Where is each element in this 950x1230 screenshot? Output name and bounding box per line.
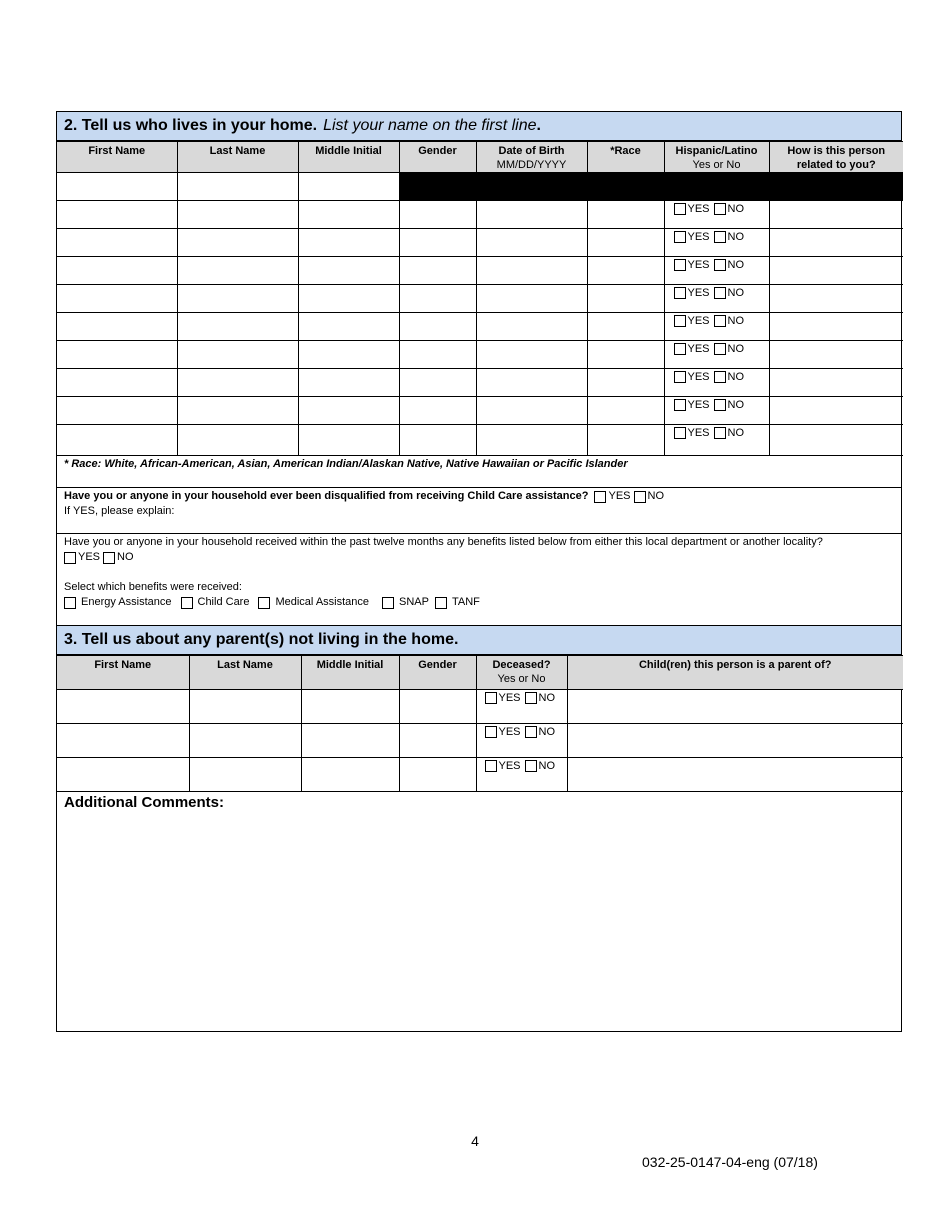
relationship-cell[interactable]: [769, 201, 903, 229]
relationship-cell[interactable]: [769, 341, 903, 369]
deceased-no-checkbox[interactable]: [525, 760, 537, 772]
date-of-birth-cell[interactable]: [476, 313, 587, 341]
parent-last-name-cell[interactable]: [189, 758, 301, 792]
race-cell[interactable]: [587, 201, 664, 229]
table-row: [57, 313, 903, 341]
race-cell[interactable]: [587, 229, 664, 257]
deceased-no-checkbox[interactable]: [525, 692, 537, 704]
household-section: [56, 111, 902, 1032]
first-name-cell[interactable]: [57, 257, 177, 285]
middle-initial-cell[interactable]: [298, 201, 399, 229]
section-3-title: 3. Tell us about any parent(s) not living in the home.: [64, 631, 459, 648]
hispanic-no-checkbox[interactable]: [714, 427, 726, 439]
parent-last-name-cell[interactable]: [189, 724, 301, 758]
household-rows: [57, 201, 903, 456]
hispanic-no-checkbox[interactable]: [714, 399, 726, 411]
benefit-options: Energy Assistance Child Care Medical Assistance SNAP TANF: [64, 595, 901, 610]
first-name-cell[interactable]: [57, 313, 177, 341]
children-cell[interactable]: [567, 690, 903, 724]
col-deceased: Deceased? Yes or No: [476, 656, 567, 690]
deceased-yes-checkbox[interactable]: [485, 692, 497, 704]
disqualified-yes-checkbox[interactable]: [594, 491, 606, 503]
hispanic-yes-checkbox[interactable]: [674, 399, 686, 411]
last-name-cell[interactable]: [177, 425, 298, 456]
col-parent-gender: Gender: [399, 656, 476, 690]
hispanic-no-checkbox[interactable]: [714, 315, 726, 327]
relationship-cell[interactable]: [769, 257, 903, 285]
first-name-cell[interactable]: [57, 285, 177, 313]
parent-middle-initial-cell[interactable]: [301, 690, 399, 724]
table-row: [57, 758, 903, 792]
table-row: [57, 285, 903, 313]
page-number: 4: [471, 1133, 479, 1149]
col-race: *Race: [587, 142, 664, 173]
redacted-bar: [399, 173, 903, 201]
disqualified-no-checkbox[interactable]: [634, 491, 646, 503]
middle-initial-cell[interactable]: [298, 229, 399, 257]
col-children: Child(ren) this person is a parent of?: [567, 656, 903, 690]
deceased-cell: YES NO: [476, 724, 567, 758]
form-id: 032-25-0147-04-eng (07/18): [642, 1154, 818, 1170]
race-cell[interactable]: [587, 397, 664, 425]
last-name-cell[interactable]: [177, 201, 298, 229]
table-row: [57, 341, 903, 369]
middle-initial-cell[interactable]: [298, 425, 399, 456]
hispanic-latino-cell: YES NO: [664, 229, 769, 257]
hispanic-yes-checkbox[interactable]: [674, 343, 686, 355]
hispanic-latino-cell: YES NO: [664, 285, 769, 313]
hispanic-no-checkbox[interactable]: [714, 231, 726, 243]
col-parent-last-name: Last Name: [189, 656, 301, 690]
benefits-block: Have you or anyone in your household received within the past twelve months any benefits listed below from either this local department or another locality? YES NO Select which benefits were received: Energy Assistance Child Care Medical Assistance SNAP TANF: [57, 534, 901, 626]
first-name-cell[interactable]: [57, 229, 177, 257]
middle-initial-cell[interactable]: [298, 397, 399, 425]
col-parent-first-name: First Name: [57, 656, 189, 690]
date-of-birth-cell[interactable]: [476, 397, 587, 425]
section-2-instruction: List your name on the first line: [323, 117, 537, 134]
gender-cell[interactable]: [399, 313, 476, 341]
children-cell[interactable]: [567, 724, 903, 758]
table-row: [57, 201, 903, 229]
hispanic-latino-cell: YES NO: [664, 341, 769, 369]
relationship-cell[interactable]: [769, 425, 903, 456]
relationship-cell[interactable]: [769, 369, 903, 397]
household-table: [57, 141, 903, 456]
parent-middle-initial-cell[interactable]: [301, 724, 399, 758]
disqualified-explain-label: If YES, please explain:: [64, 505, 175, 517]
relationship-cell[interactable]: [769, 285, 903, 313]
first-name-cell[interactable]: [57, 341, 177, 369]
child-care-checkbox[interactable]: [181, 597, 193, 609]
gender-cell[interactable]: [399, 425, 476, 456]
parent-first-name-cell[interactable]: [57, 690, 189, 724]
parent-gender-cell[interactable]: [399, 690, 476, 724]
middle-initial-cell[interactable]: [298, 173, 399, 201]
table-row: [57, 229, 903, 257]
hispanic-latino-cell: YES NO: [664, 425, 769, 456]
last-name-cell[interactable]: [177, 173, 298, 201]
hispanic-latino-cell: YES NO: [664, 397, 769, 425]
race-cell[interactable]: [587, 285, 664, 313]
first-name-cell[interactable]: [57, 425, 177, 456]
date-of-birth-cell[interactable]: [476, 341, 587, 369]
hispanic-no-checkbox[interactable]: [714, 343, 726, 355]
parents-table: [57, 655, 903, 792]
section-2-title: 2. Tell us who lives in your home.: [64, 117, 318, 134]
deceased-yes-checkbox[interactable]: [485, 760, 497, 772]
relationship-cell[interactable]: [769, 397, 903, 425]
first-name-cell[interactable]: [57, 397, 177, 425]
race-cell[interactable]: [587, 369, 664, 397]
race-note: * Race: White, African-American, Asian, American Indian/Alaskan Native, Native Hawaiian or Pacific Islander: [57, 456, 901, 488]
date-of-birth-cell[interactable]: [476, 229, 587, 257]
col-gender: Gender: [399, 142, 476, 173]
parents-header-row: [57, 656, 903, 690]
last-name-cell[interactable]: [177, 229, 298, 257]
race-cell[interactable]: [587, 425, 664, 456]
first-name-cell[interactable]: [57, 369, 177, 397]
hispanic-no-checkbox[interactable]: [714, 203, 726, 215]
hispanic-yes-checkbox[interactable]: [674, 203, 686, 215]
additional-comments-box[interactable]: [57, 792, 901, 1032]
hispanic-yes-checkbox[interactable]: [674, 287, 686, 299]
parent-first-name-cell[interactable]: [57, 758, 189, 792]
benefits-no-checkbox[interactable]: [103, 552, 115, 564]
tanf-checkbox[interactable]: [435, 597, 447, 609]
gender-cell[interactable]: [399, 369, 476, 397]
race-cell[interactable]: [587, 313, 664, 341]
hispanic-latino-cell: YES NO: [664, 257, 769, 285]
last-name-cell[interactable]: [177, 313, 298, 341]
relationship-cell[interactable]: [769, 313, 903, 341]
middle-initial-cell[interactable]: [298, 341, 399, 369]
table-row: [57, 724, 903, 758]
table-row: [57, 425, 903, 456]
last-name-cell[interactable]: [177, 285, 298, 313]
table-row: [57, 397, 903, 425]
table-row: [57, 257, 903, 285]
date-of-birth-cell[interactable]: [476, 285, 587, 313]
last-name-cell[interactable]: [177, 257, 298, 285]
deceased-yes-checkbox[interactable]: [485, 726, 497, 738]
middle-initial-cell[interactable]: [298, 285, 399, 313]
race-cell[interactable]: [587, 341, 664, 369]
hispanic-no-checkbox[interactable]: [714, 371, 726, 383]
race-cell[interactable]: [587, 257, 664, 285]
first-name-cell[interactable]: [57, 173, 177, 201]
hispanic-no-checkbox[interactable]: [714, 287, 726, 299]
relationship-cell[interactable]: [769, 229, 903, 257]
last-name-cell[interactable]: [177, 397, 298, 425]
deceased-no-checkbox[interactable]: [525, 726, 537, 738]
table-row: [57, 173, 903, 201]
benefits-question: Have you or anyone in your household received within the past twelve months any benefits listed below from either this local department or another locality?: [64, 536, 823, 548]
gender-cell[interactable]: [399, 257, 476, 285]
disqualified-question: Have you or anyone in your household ever been disqualified from receiving Child Care assistance?: [64, 490, 589, 502]
hispanic-yes-checkbox[interactable]: [674, 259, 686, 271]
col-middle-initial: Middle Initial: [298, 142, 399, 173]
parent-middle-initial-cell[interactable]: [301, 758, 399, 792]
hispanic-latino-cell: YES NO: [664, 369, 769, 397]
middle-initial-cell[interactable]: [298, 313, 399, 341]
gender-cell[interactable]: [399, 285, 476, 313]
col-relationship: How is this person related to you?: [769, 142, 903, 173]
hispanic-yes-checkbox[interactable]: [674, 427, 686, 439]
parent-gender-cell[interactable]: [399, 724, 476, 758]
col-parent-middle-initial: Middle Initial: [301, 656, 399, 690]
hispanic-yes-checkbox[interactable]: [674, 231, 686, 243]
date-of-birth-cell[interactable]: [476, 369, 587, 397]
hispanic-yes-checkbox[interactable]: [674, 315, 686, 327]
table-row: [57, 369, 903, 397]
children-cell[interactable]: [567, 758, 903, 792]
hispanic-no-checkbox[interactable]: [714, 259, 726, 271]
last-name-cell[interactable]: [177, 369, 298, 397]
middle-initial-cell[interactable]: [298, 369, 399, 397]
gender-cell[interactable]: [399, 397, 476, 425]
date-of-birth-cell[interactable]: [476, 201, 587, 229]
benefits-yes-checkbox[interactable]: [64, 552, 76, 564]
hispanic-latino-cell: YES NO: [664, 313, 769, 341]
additional-comments-label: Additional Comments:: [64, 794, 224, 811]
col-hispanic-latino: Hispanic/Latino Yes or No: [664, 142, 769, 173]
deceased-cell: YES NO: [476, 690, 567, 724]
last-name-cell[interactable]: [177, 341, 298, 369]
first-name-cell[interactable]: [57, 201, 177, 229]
col-last-name: Last Name: [177, 142, 298, 173]
deceased-cell: YES NO: [476, 758, 567, 792]
energy-assistance-checkbox[interactable]: [64, 597, 76, 609]
section-3-header: [57, 626, 901, 655]
benefits-select-label: Select which benefits were received:: [64, 581, 242, 593]
date-of-birth-cell[interactable]: [476, 425, 587, 456]
parent-gender-cell[interactable]: [399, 758, 476, 792]
gender-cell[interactable]: [399, 229, 476, 257]
hispanic-yes-checkbox[interactable]: [674, 371, 686, 383]
date-of-birth-cell[interactable]: [476, 257, 587, 285]
hispanic-latino-cell: YES NO: [664, 201, 769, 229]
col-date-of-birth: Date of Birth MM/DD/YYYY: [476, 142, 587, 173]
middle-initial-cell[interactable]: [298, 257, 399, 285]
table-row: [57, 690, 903, 724]
col-first-name: First Name: [57, 142, 177, 173]
parent-last-name-cell[interactable]: [189, 690, 301, 724]
medical-assistance-checkbox[interactable]: [258, 597, 270, 609]
parent-rows: [57, 690, 903, 792]
household-header-row: [57, 142, 903, 173]
gender-cell[interactable]: [399, 201, 476, 229]
snap-checkbox[interactable]: [382, 597, 394, 609]
gender-cell[interactable]: [399, 341, 476, 369]
disqualified-block: Have you or anyone in your household ever been disqualified from receiving Child Care assistance? YES NO If YES, please explain:: [57, 488, 901, 534]
parent-first-name-cell[interactable]: [57, 724, 189, 758]
section-2-header: 2. Tell us who lives in your home. List your name on the first line .: [57, 112, 901, 141]
